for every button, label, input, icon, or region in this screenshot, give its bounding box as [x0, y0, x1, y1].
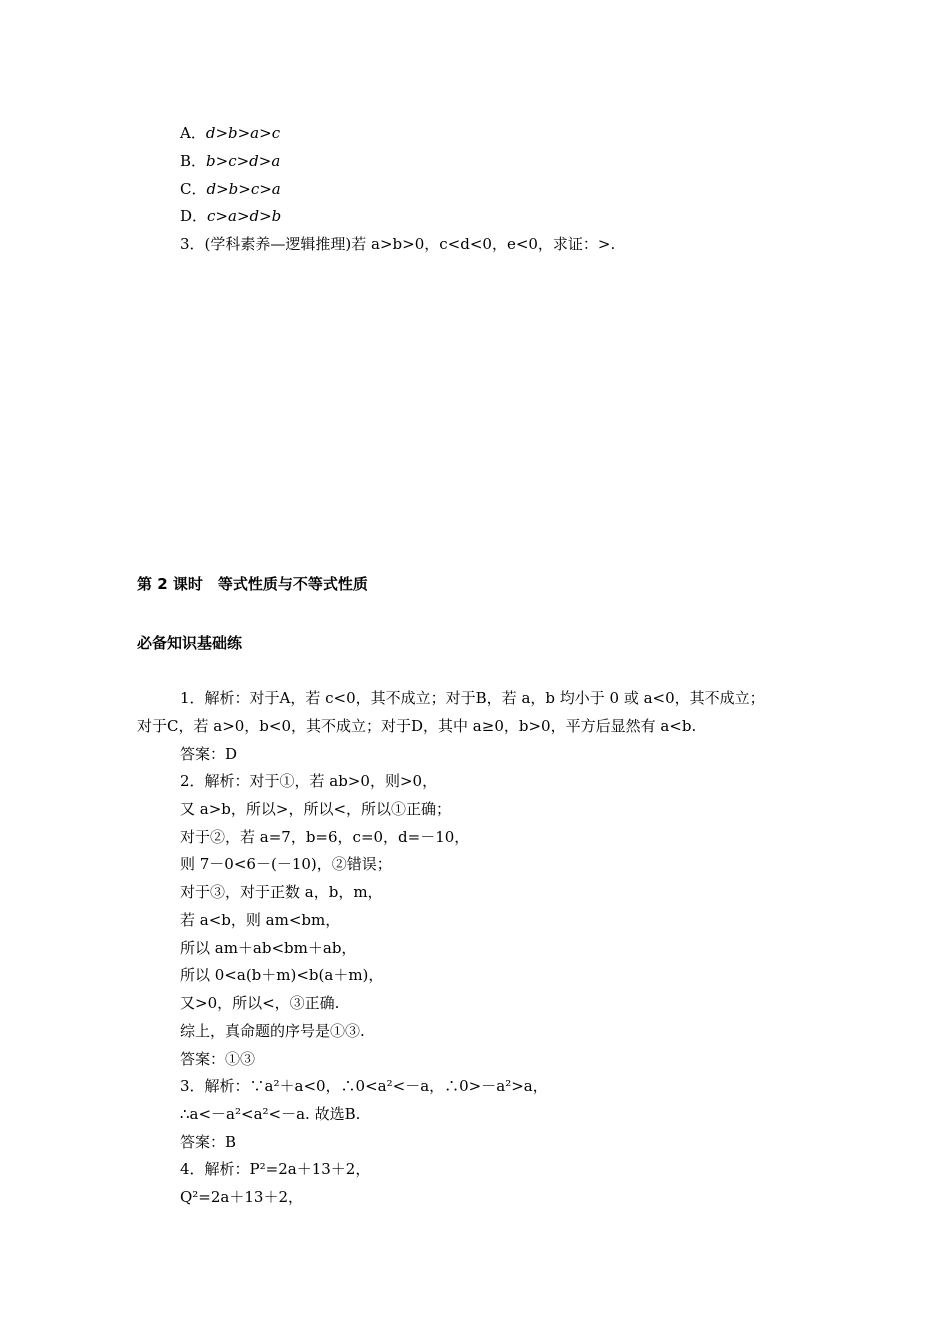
answer-2-line-4: 则 7－0<6－(－10)，②错误；: [180, 855, 392, 873]
answer-2-line-5: 对于③，对于正数 a，b，m，: [180, 883, 383, 901]
lesson-title: 第 2 课时 等式性质与不等式性质: [137, 575, 368, 593]
option-c: C．d>b>c>a: [180, 180, 281, 198]
answer-2-line-3: 对于②，若 a=7，b=6，c=0，d=－10，: [180, 828, 470, 846]
section-title: 必备知识基础练: [137, 634, 243, 652]
answer-2-line-1: 2．解析：对于①，若 ab>0，则>0，: [180, 772, 438, 790]
answer-2-line-2: 又 a>b，所以>，所以<，所以①正确；: [180, 800, 452, 818]
answer-2-line-10: 综上，真命题的序号是①③.: [180, 1022, 365, 1040]
answer-3-line-1: 3．解析：∵a²＋a<0，∴0<a²<－a，∴0>－a²>a，: [180, 1077, 548, 1095]
answer-3-result: 答案：B: [180, 1133, 237, 1151]
answer-2-line-8: 所以 0<a(b＋m)<b(a＋m)，: [180, 966, 384, 984]
answer-4-line-1: 4．解析：P²=2a＋13＋2，: [180, 1160, 371, 1178]
answer-2-line-9: 又>0，所以<，③正确.: [180, 994, 340, 1012]
answer-1-line-1: 1．解析：对于A，若 c<0，其不成立；对于B，若 a，b 均小于 0 或 a<0，其不成立；: [180, 689, 765, 707]
answer-3-line-2: ∴a<－a²<a²<－a. 故选B.: [180, 1105, 361, 1123]
answer-1-result: 答案：D: [180, 745, 238, 763]
answer-2-result: 答案：①③: [180, 1050, 256, 1068]
answer-2-line-7: 所以 am＋ab<bm＋ab，: [180, 939, 357, 957]
answer-2-line-6: 若 a<b，则 am<bm，: [180, 911, 341, 929]
question-3: 3．(学科素养—逻辑推理)若 a>b>0，c<d<0，e<0，求证：>.: [180, 235, 616, 253]
option-d: D．c>a>d>b: [180, 207, 282, 225]
answer-1-line-2: 对于C，若 a>0，b<0，其不成立；对于D，其中 a≥0，b>0，平方后显然有 a<b.: [137, 717, 697, 735]
option-b: B．b>c>d>a: [180, 152, 281, 170]
option-a: A．d>b>a>c: [180, 124, 281, 142]
answer-4-line-2: Q²=2a＋13＋2，: [180, 1188, 303, 1206]
